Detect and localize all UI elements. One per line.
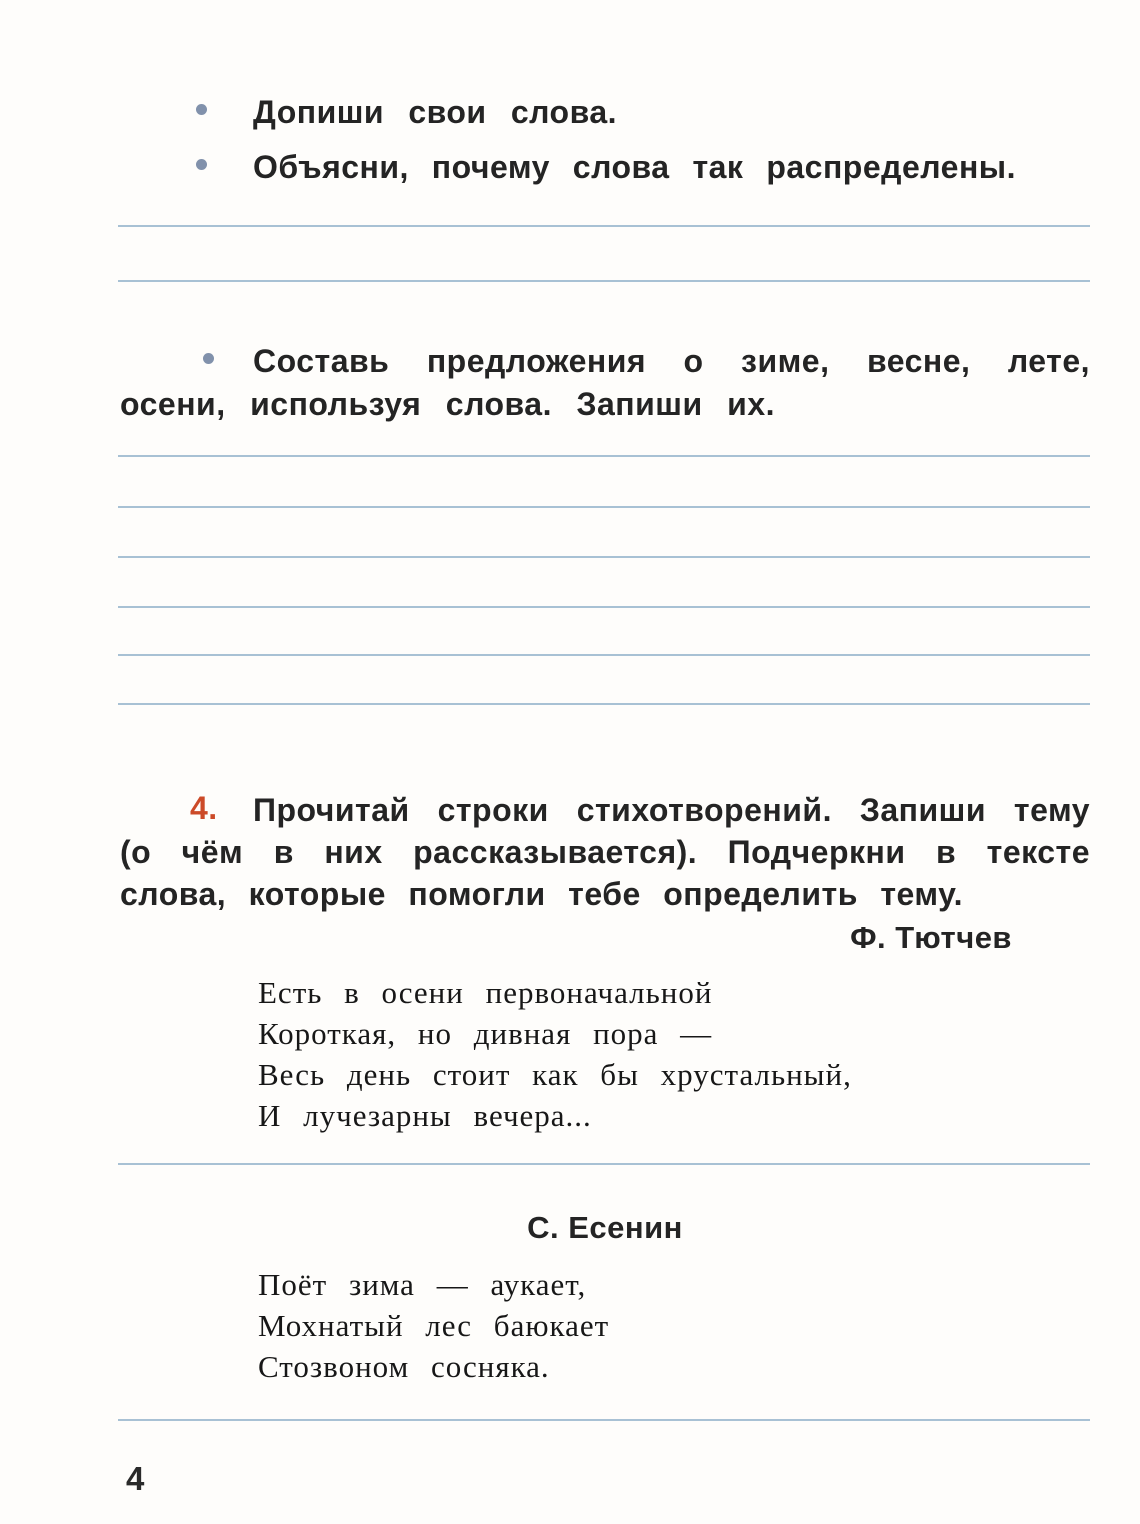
task-text-line: (о чём в них рассказывается). Подчеркни в тексте (120, 834, 1090, 870)
writing-line (118, 506, 1090, 508)
writing-line (118, 703, 1090, 705)
poem-author: С. Есенин (527, 1210, 683, 1245)
bullet-icon (196, 159, 207, 170)
poem-line: Мохнатый лес баюкает (258, 1308, 610, 1343)
poem-line: Весь день стоит как бы хрустальный, (258, 1057, 852, 1092)
writing-line (118, 225, 1090, 227)
writing-line (118, 1163, 1090, 1165)
bullet-task-text: Допиши свои слова. (253, 94, 617, 130)
poem (258, 972, 852, 1136)
task-text-line: осени, используя слова. Запиши их. (120, 386, 775, 422)
poem-line: Короткая, но дивная пора — (258, 1016, 713, 1051)
task-text-line: Составь предложения о зиме, весне, лете, (253, 343, 1090, 379)
poem-line: Поёт зима — аукает, (258, 1267, 587, 1302)
poem-line: Стозвоном сосняка. (258, 1349, 550, 1384)
writing-line (118, 280, 1090, 282)
poem-line: И лучезарны вечера... (258, 1098, 592, 1133)
bullet-task-text: Объясни, почему слова так распределены. (253, 149, 1016, 185)
bullet-icon (196, 104, 207, 115)
task-number: 4. (190, 790, 218, 826)
task-text-line: Прочитай строки стихотворений. Запиши тему (253, 792, 1090, 828)
page-number: 4 (126, 1460, 145, 1497)
writing-line (118, 455, 1090, 457)
writing-line (118, 1419, 1090, 1421)
poem (258, 1264, 609, 1387)
task-text-line: слова, которые помогли тебе определить тему. (120, 876, 963, 912)
poem-line: Есть в осени первоначальной (258, 975, 713, 1010)
poem-author: Ф. Тютчев (850, 920, 1012, 955)
writing-line (118, 654, 1090, 656)
writing-line (118, 556, 1090, 558)
writing-line (118, 606, 1090, 608)
bullet-icon (203, 353, 214, 364)
